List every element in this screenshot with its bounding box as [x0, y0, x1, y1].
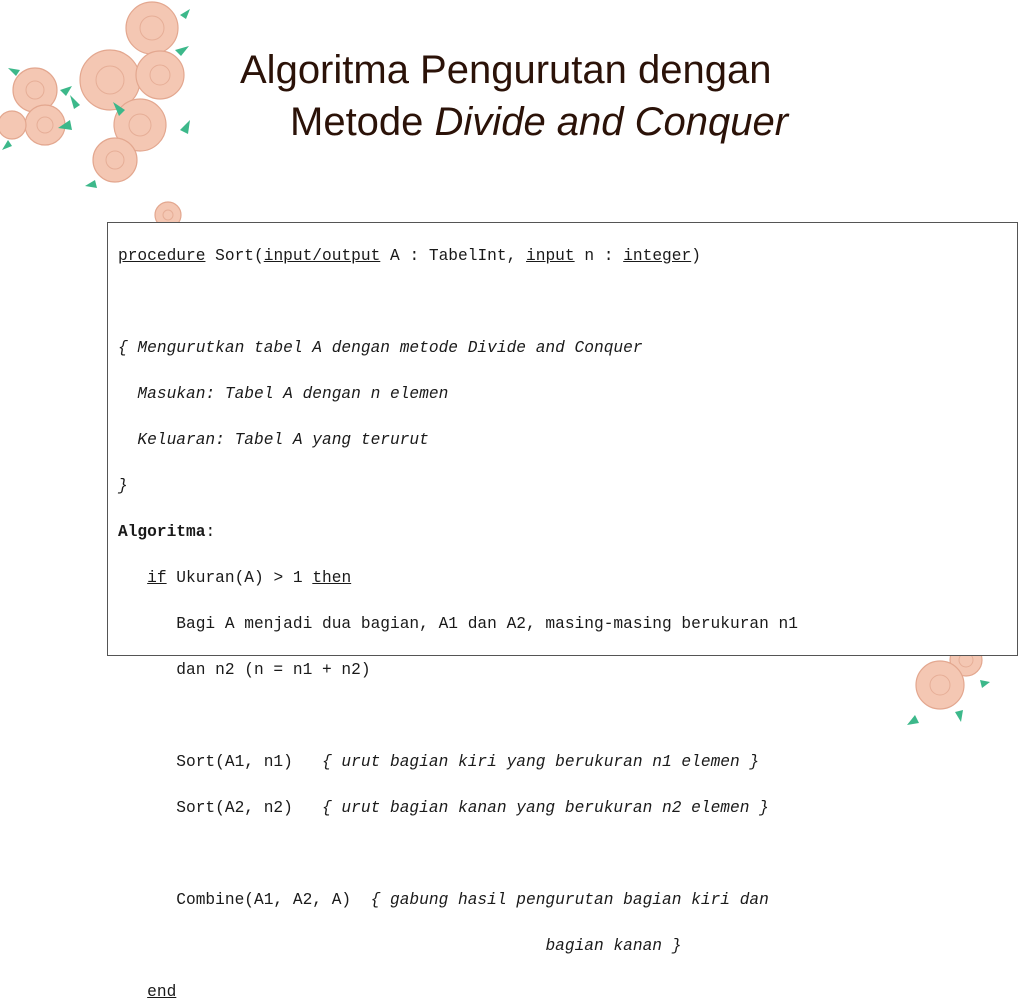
indent [118, 569, 147, 587]
slide-title [240, 44, 940, 148]
pseudocode-box [107, 222, 1018, 1001]
keyword-integer: integer [623, 247, 692, 265]
comment-inline: { gabung hasil pengurutan bagian kiri dan [370, 891, 769, 909]
code-text: Sort(A2, n2) [118, 799, 322, 817]
code-line-sort-1 [118, 751, 1007, 774]
indent [118, 983, 147, 1001]
rose-bouquet-top-left-icon [0, 0, 200, 245]
comment-line: Keluaran: Tabel A yang terurut [118, 431, 429, 449]
comment-line: Masukan: Tabel A dengan n elemen [118, 385, 449, 403]
code-line-procedure [118, 245, 1007, 268]
title-line-2-italic: Divide and Conquer [434, 100, 789, 144]
keyword-input-output: input/output [263, 247, 381, 265]
code-line-sort-2 [118, 797, 1007, 820]
keyword-if: if [147, 569, 167, 587]
indent [118, 937, 332, 955]
code-line-if [118, 567, 1007, 590]
comment-inline: { urut bagian kanan yang berukuran n2 elemen } [322, 799, 769, 817]
title-line-2 [240, 96, 940, 148]
algoritma-label: Algoritma [118, 523, 206, 541]
comment-line: { Mengurutkan tabel A dengan metode Divide and Conquer [118, 339, 643, 357]
keyword-procedure: procedure [118, 247, 206, 265]
code-line-bagi-2: dan n2 (n = n1 + n2) [118, 661, 371, 679]
code-text: Combine(A1, A2, A) [118, 891, 371, 909]
indent [332, 937, 546, 955]
comment-inline: bagian kanan } [545, 937, 682, 955]
code-line-bagi-1: Bagi A menjadi dua bagian, A1 dan A2, masing-masing berukuran n1 [118, 615, 798, 633]
code-line-blank [118, 705, 1007, 728]
title-line-2-prefix: Metode [290, 100, 435, 144]
code-line-blank [118, 291, 1007, 314]
comment-inline: { urut bagian kiri yang berukuran n1 elemen } [322, 753, 760, 771]
title-line-1: Algoritma Pengurutan dengan [240, 48, 772, 92]
code-line-combine-cont [118, 935, 1007, 958]
code-text: A : TabelInt, [380, 247, 527, 265]
code-text: ) [691, 247, 701, 265]
code-line-end [118, 981, 1007, 1004]
code-line-algoritma [118, 521, 1007, 544]
comment-line: } [118, 477, 128, 495]
code-text: n : [574, 247, 624, 265]
keyword-then: then [312, 569, 352, 587]
pseudocode [118, 245, 1007, 1004]
code-text: Sort(A1, n1) [118, 753, 322, 771]
code-line-blank [118, 843, 1007, 866]
code-text: Ukuran(A) > 1 [166, 569, 313, 587]
keyword-end: end [147, 983, 177, 1001]
code-text: : [205, 523, 216, 541]
keyword-input: input [526, 247, 575, 265]
code-text: Sort( [205, 247, 264, 265]
code-line-combine [118, 889, 1007, 912]
